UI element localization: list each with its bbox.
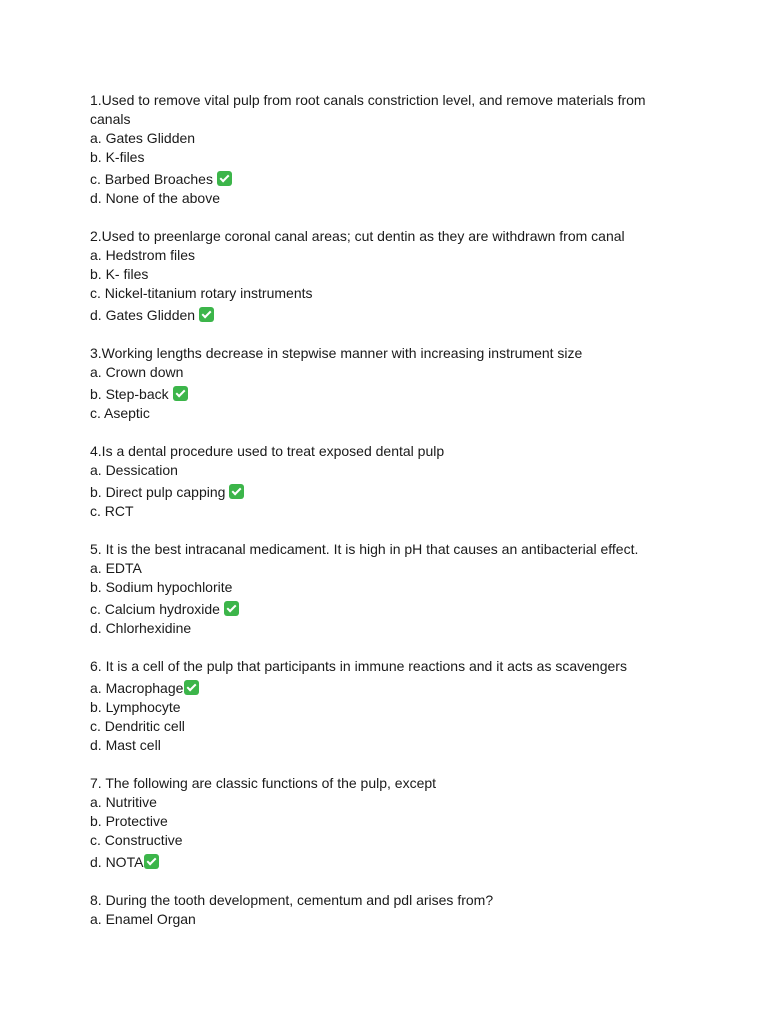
- question-8: [90, 891, 650, 929]
- option-label: c. Barbed Broaches: [90, 171, 213, 187]
- option-b: [90, 483, 650, 502]
- question-text: 1.Used to remove vital pulp from root canals constriction level, and remove materials from canals: [90, 92, 646, 127]
- option-label: d. NOTA: [90, 854, 144, 870]
- question-text: 3.Working lengths decrease in stepwise manner with increasing instrument size: [90, 345, 583, 361]
- question-6: [90, 657, 650, 755]
- option-a: a. Gates Glidden: [90, 130, 196, 146]
- option-label: a. Macrophage: [90, 680, 184, 696]
- option-c: c. RCT: [90, 503, 134, 519]
- question-2: [90, 227, 650, 325]
- question-1: [90, 91, 650, 208]
- option-a: [90, 679, 650, 698]
- option-d: d. None of the above: [90, 190, 220, 206]
- option-c: [90, 600, 650, 619]
- question-text: 7. The following are classic functions of the pulp, except: [90, 775, 437, 791]
- option-c: [90, 170, 650, 189]
- option-d: d. Mast cell: [90, 737, 161, 753]
- option-a: a. Crown down: [90, 364, 184, 380]
- check-mark-icon: [184, 680, 199, 695]
- question-7: [90, 774, 650, 872]
- option-label: b. Step-back: [90, 386, 169, 402]
- question-text: 8. During the tooth development, cementum and pdl arises from?: [90, 892, 494, 908]
- option-c: c. Nickel-titanium rotary instruments: [90, 285, 313, 301]
- option-c: c. Aseptic: [90, 405, 150, 421]
- option-a: a. Nutritive: [90, 794, 157, 810]
- check-mark-icon: [217, 171, 232, 186]
- option-label: b. Direct pulp capping: [90, 484, 226, 500]
- option-label: c. Calcium hydroxide: [90, 601, 220, 617]
- question-text: 5. It is the best intracanal medicament. It is high in pH that causes an antibacterial effect.: [90, 541, 639, 557]
- question-3: [90, 344, 650, 423]
- option-b: b. Protective: [90, 813, 168, 829]
- option-d: [90, 853, 650, 872]
- quiz-document: [90, 91, 650, 948]
- question-4: [90, 442, 650, 521]
- option-d: d. Chlorhexidine: [90, 620, 192, 636]
- question-5: [90, 540, 650, 638]
- option-c: c. Dendritic cell: [90, 718, 185, 734]
- option-a: a. Dessication: [90, 462, 178, 478]
- option-b: b. K-files: [90, 149, 145, 165]
- question-text: 6. It is a cell of the pulp that participants in immune reactions and it acts as scavengers: [90, 658, 627, 674]
- question-text: 4.Is a dental procedure used to treat exposed dental pulp: [90, 443, 445, 459]
- check-mark-icon: [199, 307, 214, 322]
- option-b: b. Lymphocyte: [90, 699, 181, 715]
- option-label: d. Gates Glidden: [90, 307, 196, 323]
- option-a: a. Enamel Organ: [90, 911, 196, 927]
- option-b: b. K- files: [90, 266, 149, 282]
- question-text: 2.Used to preenlarge coronal canal areas; cut dentin as they are withdrawn from canal: [90, 228, 625, 244]
- option-b: b. Sodium hypochlorite: [90, 579, 233, 595]
- option-c: c. Constructive: [90, 832, 183, 848]
- option-d: [90, 306, 650, 325]
- check-mark-icon: [144, 854, 159, 869]
- check-mark-icon: [224, 601, 239, 616]
- option-a: a. Hedstrom files: [90, 247, 196, 263]
- option-a: a. EDTA: [90, 560, 142, 576]
- option-b: [90, 385, 650, 404]
- check-mark-icon: [173, 386, 188, 401]
- check-mark-icon: [229, 484, 244, 499]
